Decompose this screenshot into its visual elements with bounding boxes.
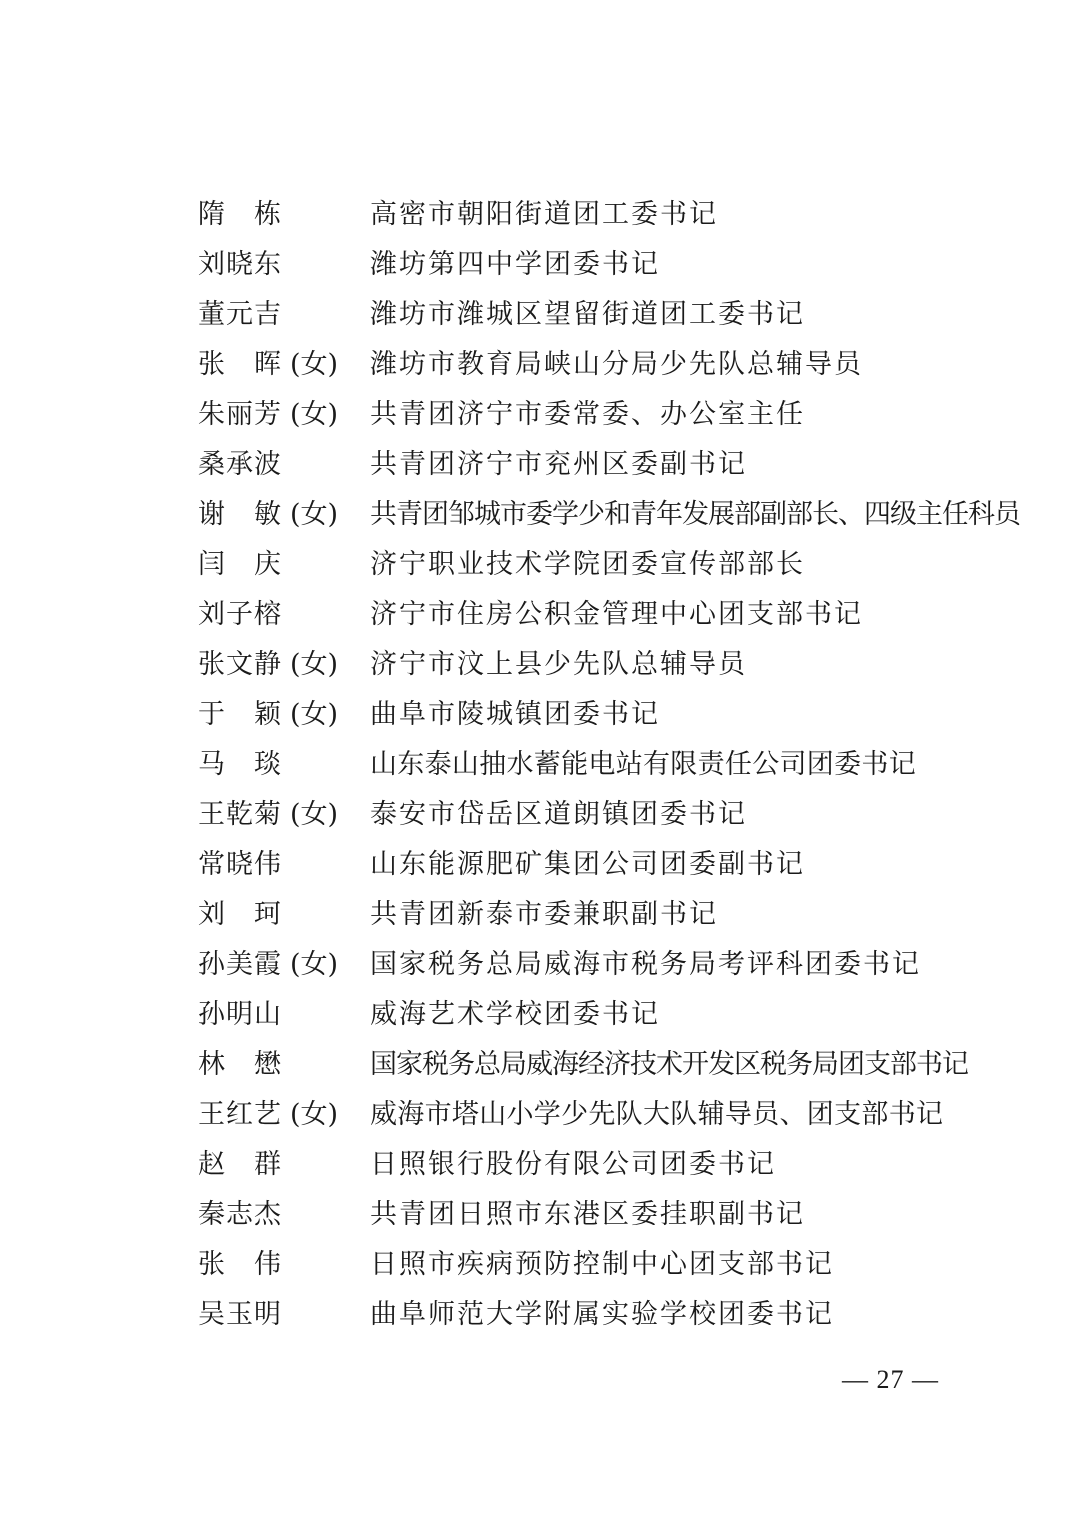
list-item xyxy=(198,290,958,340)
name-first-char: 张 xyxy=(198,1249,225,1280)
position-title: 济宁市住房公积金管理中心团支部书记 xyxy=(370,599,863,630)
list-item xyxy=(198,440,958,490)
person-name xyxy=(198,1140,281,1190)
name-second-char: 栋 xyxy=(254,199,281,230)
name-first-char: 谢 xyxy=(198,499,225,530)
person-name xyxy=(198,490,281,540)
person-name: 董元吉 xyxy=(198,299,282,330)
name-first-char: 闫 xyxy=(198,549,225,580)
person-name: 刘晓东 xyxy=(198,249,282,280)
position-title: 济宁市汶上县少先队总辅导员 xyxy=(370,649,747,680)
person-name xyxy=(198,190,281,240)
name-list xyxy=(198,190,1020,1340)
name-second-char: 颖 xyxy=(254,699,281,730)
person-name: 常晓伟 xyxy=(198,849,282,880)
gender-note: (女) xyxy=(290,1099,339,1130)
person-name xyxy=(198,690,281,740)
page-number: — 27 — xyxy=(842,1365,939,1394)
position-title: 共青团日照市东港区委挂职副书记 xyxy=(370,1199,805,1230)
person-name xyxy=(198,340,281,390)
list-item xyxy=(198,390,958,440)
list-item xyxy=(198,840,958,890)
person-name xyxy=(198,890,281,940)
person-name: 吴玉明 xyxy=(198,1299,282,1330)
name-second-char: 伟 xyxy=(254,1249,281,1280)
list-item xyxy=(198,790,958,840)
gender-note: (女) xyxy=(290,649,339,680)
position-title: 威海市塔山小学少先队大队辅导员、团支部书记 xyxy=(370,1099,944,1130)
list-item xyxy=(198,1190,958,1240)
list-item xyxy=(198,990,958,1040)
list-item xyxy=(198,340,958,390)
position-title: 泰安市岱岳区道朗镇团委书记 xyxy=(370,799,747,830)
gender-note: (女) xyxy=(290,799,339,830)
name-second-char: 晖 xyxy=(254,349,281,380)
list-item xyxy=(198,740,958,790)
position-title: 曲阜市陵城镇团委书记 xyxy=(370,699,660,730)
person-name xyxy=(198,740,281,790)
person-name: 王红艺 xyxy=(198,1099,282,1130)
list-item xyxy=(198,190,958,240)
name-second-char: 庆 xyxy=(254,549,281,580)
position-title: 高密市朝阳街道团工委书记 xyxy=(370,199,718,230)
name-first-char: 林 xyxy=(198,1049,225,1080)
list-item xyxy=(198,1090,958,1140)
list-item xyxy=(198,240,958,290)
list-item xyxy=(198,590,958,640)
position-title: 潍坊第四中学团委书记 xyxy=(370,249,660,280)
list-item xyxy=(198,1040,968,1090)
name-first-char: 于 xyxy=(198,699,225,730)
person-name: 桑承波 xyxy=(198,449,282,480)
person-name xyxy=(198,540,281,590)
name-second-char: 敏 xyxy=(254,499,281,530)
position-title: 山东能源肥矿集团公司团委副书记 xyxy=(370,849,805,880)
name-second-char: 懋 xyxy=(254,1049,281,1080)
list-item xyxy=(198,890,958,940)
position-title: 潍坊市潍城区望留街道团工委书记 xyxy=(370,299,805,330)
position-title: 共青团济宁市委常委、办公室主任 xyxy=(370,399,805,430)
position-title: 共青团邹城市委学少和青年发展部副部长、四级主任科员 xyxy=(370,499,1020,530)
position-title: 济宁职业技术学院团委宣传部部长 xyxy=(370,549,805,580)
position-title: 国家税务总局威海市税务局考评科团委书记 xyxy=(370,949,921,980)
gender-note: (女) xyxy=(290,499,339,530)
position-title: 日照市疾病预防控制中心团支部书记 xyxy=(370,1249,834,1280)
person-name xyxy=(198,1040,281,1090)
list-item xyxy=(198,1240,958,1290)
person-name xyxy=(198,1240,281,1290)
position-title: 威海艺术学校团委书记 xyxy=(370,999,660,1030)
name-second-char: 珂 xyxy=(254,899,281,930)
name-first-char: 隋 xyxy=(198,199,225,230)
position-title: 日照银行股份有限公司团委书记 xyxy=(370,1149,776,1180)
position-title: 曲阜师范大学附属实验学校团委书记 xyxy=(370,1299,834,1330)
person-name: 孙明山 xyxy=(198,999,282,1030)
list-item xyxy=(198,940,958,990)
list-item xyxy=(198,640,958,690)
list-item xyxy=(198,540,958,590)
position-title: 山东泰山抽水蓄能电站有限责任公司团委书记 xyxy=(370,749,916,780)
list-item xyxy=(198,490,1020,540)
list-item xyxy=(198,1140,958,1190)
position-title: 国家税务总局威海经济技术开发区税务局团支部书记 xyxy=(370,1049,968,1080)
position-title: 共青团济宁市兖州区委副书记 xyxy=(370,449,747,480)
position-title: 潍坊市教育局峡山分局少先队总辅导员 xyxy=(370,349,863,380)
person-name: 张文静 xyxy=(198,649,282,680)
list-item xyxy=(198,1290,958,1340)
name-first-char: 刘 xyxy=(198,899,225,930)
person-name: 王乾菊 xyxy=(198,799,282,830)
name-second-char: 群 xyxy=(254,1149,281,1180)
name-first-char: 张 xyxy=(198,349,225,380)
position-title: 共青团新泰市委兼职副书记 xyxy=(370,899,718,930)
name-first-char: 赵 xyxy=(198,1149,225,1180)
name-second-char: 琰 xyxy=(254,749,281,780)
person-name: 朱丽芳 xyxy=(198,399,282,430)
gender-note: (女) xyxy=(290,699,339,730)
list-item xyxy=(198,690,958,740)
gender-note: (女) xyxy=(290,949,339,980)
person-name: 秦志杰 xyxy=(198,1199,282,1230)
name-first-char: 马 xyxy=(198,749,225,780)
gender-note: (女) xyxy=(290,349,339,380)
gender-note: (女) xyxy=(290,399,339,430)
person-name: 孙美霞 xyxy=(198,949,282,980)
person-name: 刘子榕 xyxy=(198,599,282,630)
